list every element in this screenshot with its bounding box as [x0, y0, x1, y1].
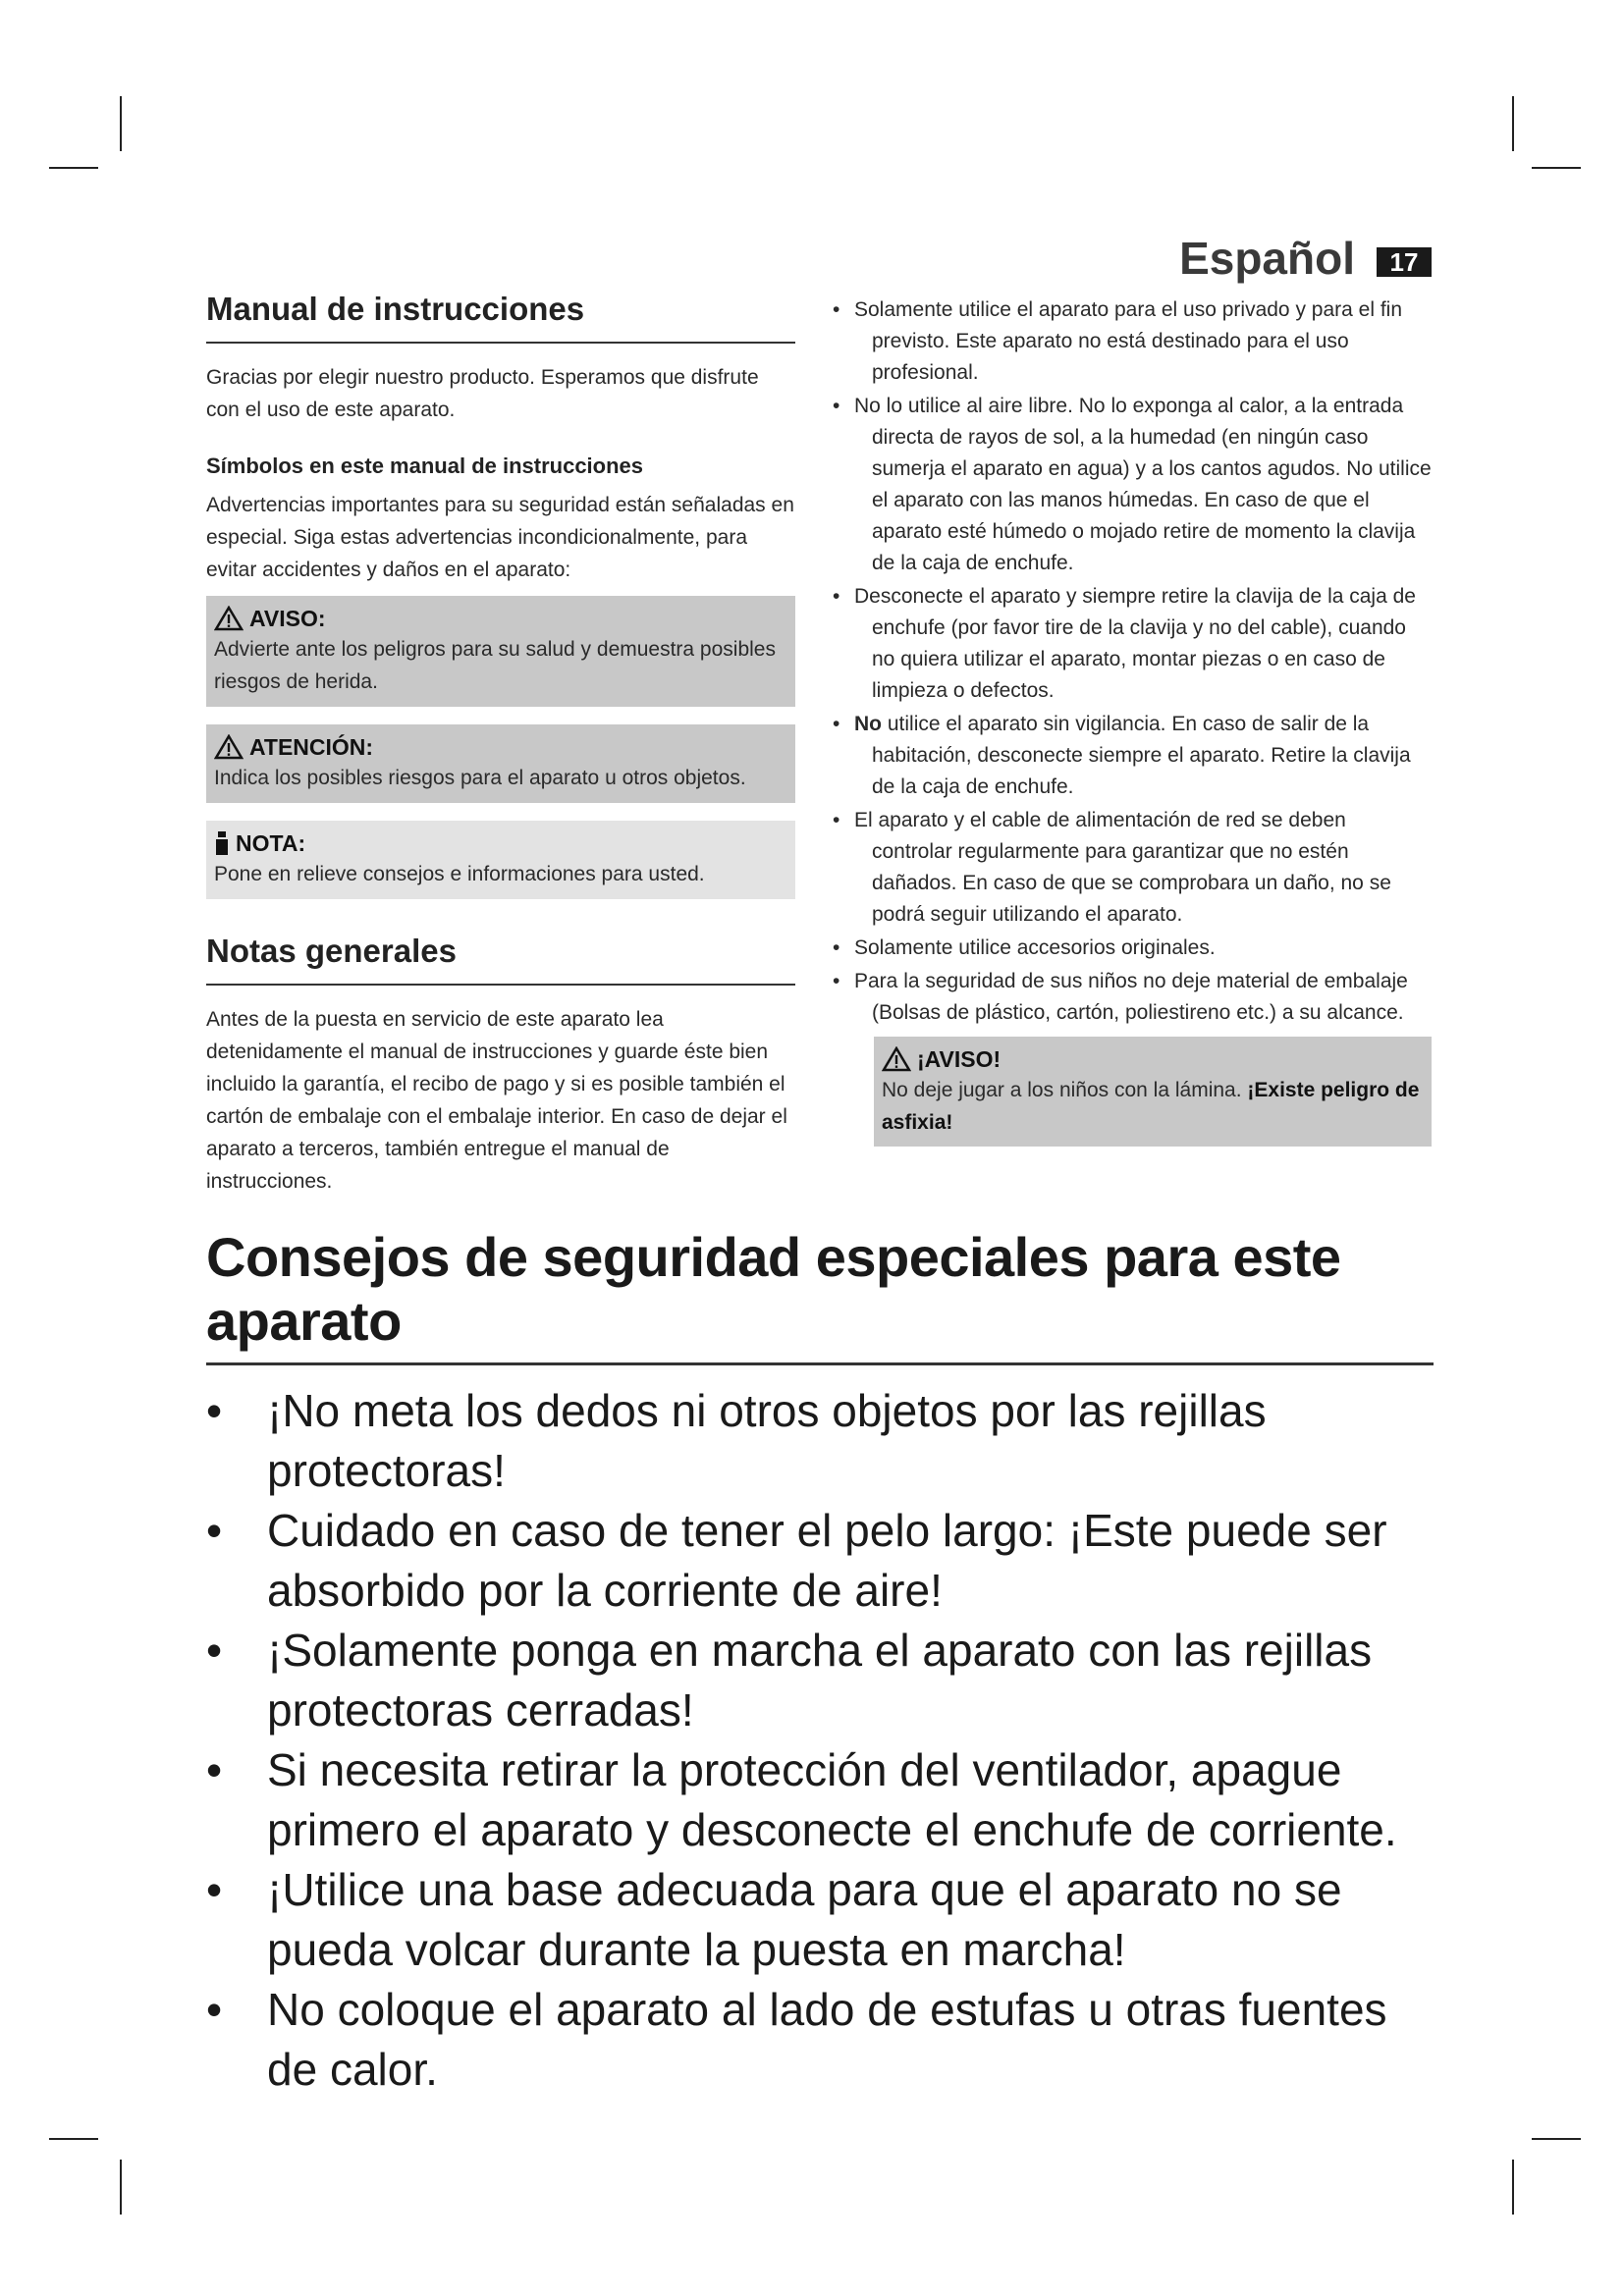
atencion-title: ATENCIÓN:: [249, 734, 374, 760]
safety-title: Consejos de seguridad especiales para este aparato: [206, 1225, 1434, 1365]
aviso-title: AVISO:: [249, 606, 326, 631]
notas-title: Notas generales: [206, 933, 795, 986]
warn-title: ¡AVISO!: [917, 1046, 1001, 1072]
crop-mark: [49, 2138, 98, 2140]
atencion-box: [206, 724, 795, 803]
list-item: • ¡Solamente ponga en marcha el aparato con las rejillas protectoras cerradas!: [206, 1625, 1373, 1735]
list-item: • El aparato y el cable de alimentación de red se deben controlar regularmente para garantizar que no estén dañados. En caso de que se comprobara un daño, no se podrá seguir utilizando el aparato.: [833, 809, 1391, 926]
list-item: • ¡Utilice una base adecuada para que el aparato no se pueda volcar durante la puesta en marcha!: [206, 1864, 1342, 1975]
warn-text: No deje jugar a los niños con la lámina. ¡Existe peligro de asfixia!: [882, 1079, 1420, 1134]
list-item: • Cuidado en caso de tener el pelo largo: ¡Este puede ser absorbido por la corriente de aire!: [206, 1505, 1387, 1616]
asfixia-warning-box: [874, 1037, 1432, 1147]
symbols-title: Símbolos en este manual de instrucciones: [206, 454, 644, 478]
list-item: • ¡No meta los dedos ni otros objetos por las rejillas protectoras!: [206, 1385, 1267, 1496]
page-number: 17: [1377, 247, 1432, 277]
info-icon: [214, 830, 230, 856]
crop-mark: [1532, 2138, 1581, 2140]
nota-text: Pone en relieve consejos e informaciones para usted.: [214, 863, 705, 885]
crop-mark: [120, 2160, 122, 2215]
list-item: • Solamente utilice accesorios originales.: [833, 936, 1216, 959]
nota-title: NOTA:: [236, 830, 306, 856]
warning-triangle-icon: [882, 1046, 911, 1072]
aviso-text: Advierte ante los peligros para su salud y demuestra posibles riesgos de herida.: [214, 638, 776, 693]
crop-mark: [1532, 167, 1581, 169]
list-item: • No utilice el aparato sin vigilancia. En caso de salir de la habitación, desconecte siempre el aparato. Retire la clavija de la caja de enchufe.: [833, 713, 1411, 798]
crop-mark: [1512, 96, 1514, 151]
aviso-box: [206, 596, 795, 707]
left-column: [206, 291, 795, 1198]
warning-triangle-icon: [214, 734, 244, 760]
safety-section: [206, 1225, 1434, 2100]
safety-list: [206, 1381, 1434, 2100]
atencion-text: Indica los posibles riesgos para el aparato u otros objetos.: [214, 767, 746, 789]
list-item: • No coloque el aparato al lado de estufas u otras fuentes de calor.: [206, 1984, 1387, 2095]
list-item: • Solamente utilice el aparato para el uso privado y para el fin previsto. Este aparato no está destinado para el uso profesional.: [833, 298, 1402, 384]
list-item: • No lo utilice al aire libre. No lo exponga al calor, a la entrada directa de rayos de sol, a la humedad (en ningún caso sumerja el aparato en agua) y a los cantos agudos. No utilice el aparato con las manos húmedas. En caso de que el aparato esté húmedo o mojado retire de momento la clavija de la caja de enchufe.: [833, 395, 1432, 574]
list-item: • Para la seguridad de sus niños no deje material de embalaje (Bolsas de plástico, cartón, poliestireno etc.) a su alcance.: [833, 970, 1408, 1024]
intro-text: Gracias por elegir nuestro producto. Esperamos que disfrute con el uso de este aparato.: [206, 366, 759, 421]
crop-mark: [120, 96, 122, 151]
page-language: Español: [1179, 233, 1355, 284]
list-item: • Si necesita retirar la protección del ventilador, apague primero el aparato y desconecte el enchufe de corriente.: [206, 1744, 1397, 1855]
warning-triangle-icon: [214, 606, 244, 631]
notas-text: Antes de la puesta en servicio de este aparato lea detenidamente el manual de instrucciones y guarde éste bien incluido la garantía, el recibo de pago y si es posible también el cartón de embalaje con el embalaje interior. En caso de dejar el aparato a terceros, también entregue el manual de instrucciones.: [206, 1008, 787, 1193]
bold-no: No: [854, 713, 882, 735]
manual-title: Manual de instrucciones: [206, 291, 795, 344]
list-item: • Desconecte el aparato y siempre retire la clavija de la caja de enchufe (por favor tire de la clavija y no del cable), cuando no quiera utilizar el aparato, montar piezas o en caso de limpieza o defectos.: [833, 585, 1416, 702]
symbols-text: Advertencias importantes para su seguridad están señaladas en especial. Siga estas advertencias incondicionalmente, para evitar accidentes y daños en el aparato:: [206, 494, 794, 581]
warn-bold: ¡Existe peligro de asfixia!: [882, 1079, 1420, 1134]
crop-mark: [49, 167, 98, 169]
notas-section: [206, 933, 795, 1198]
nota-box: [206, 821, 795, 899]
right-column: [833, 294, 1432, 1147]
general-notes-list: [833, 294, 1432, 1029]
crop-mark: [1512, 2160, 1514, 2215]
